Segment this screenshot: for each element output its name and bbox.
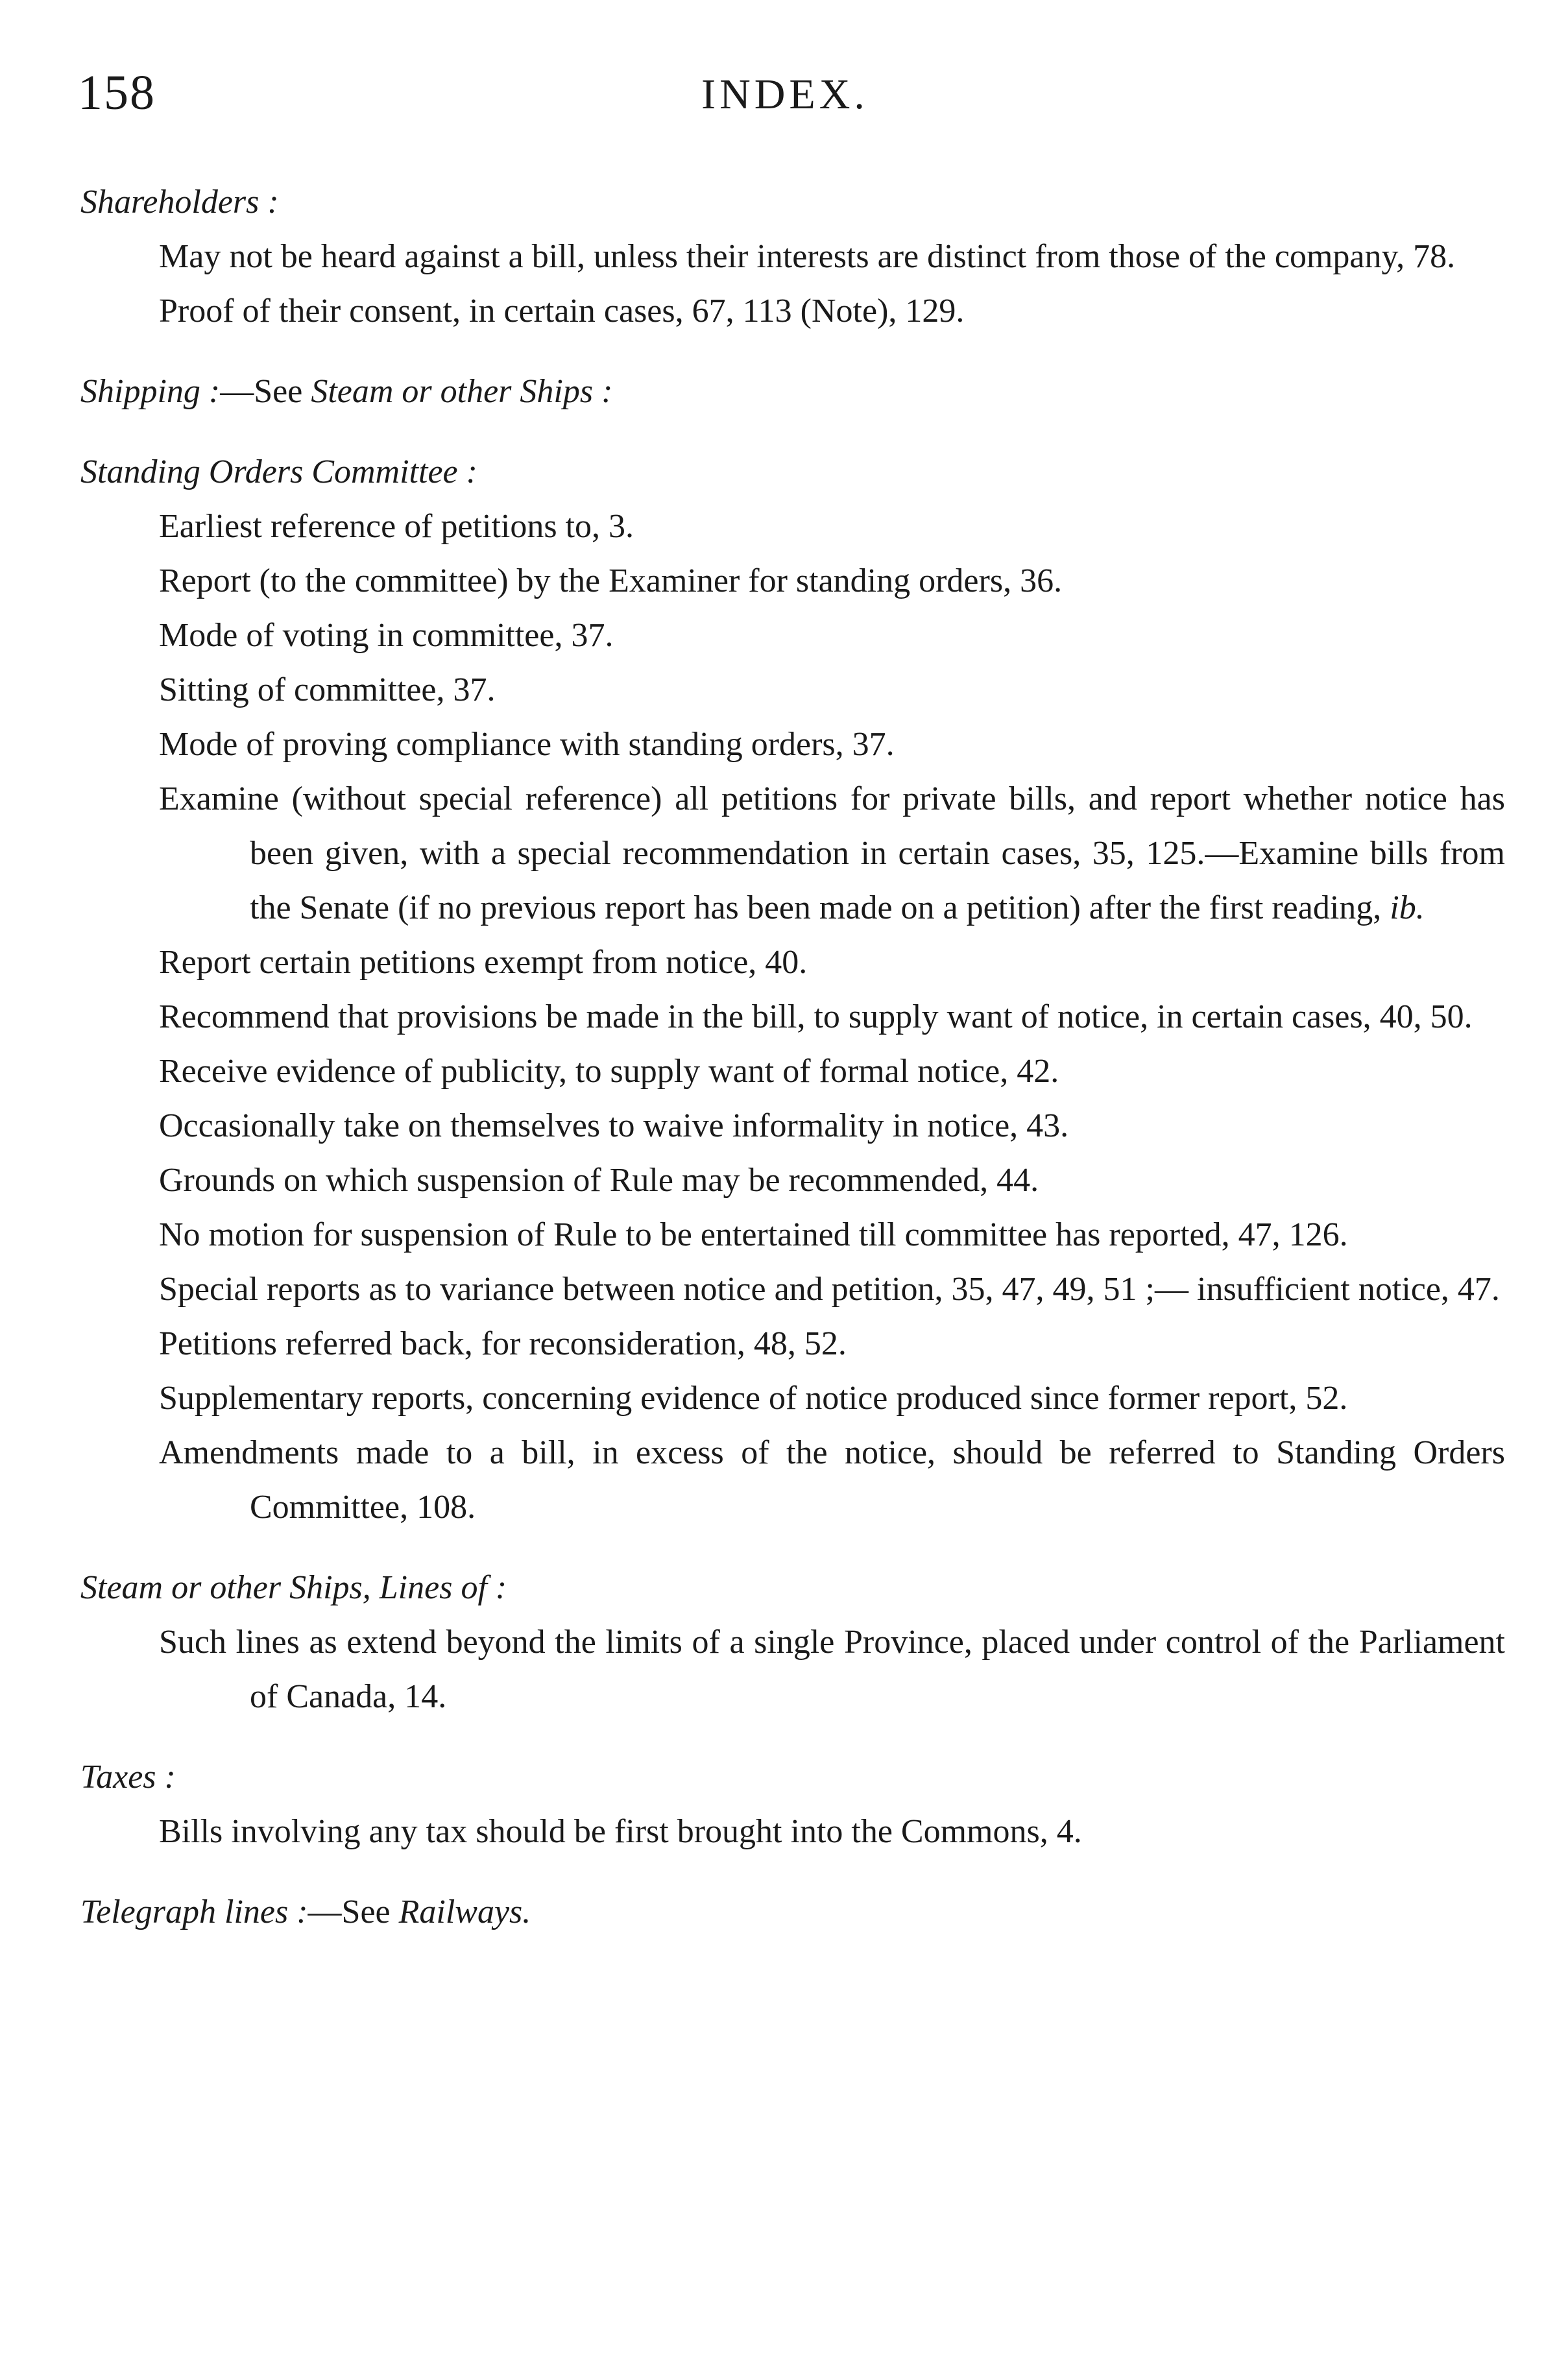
- cross-reference: Steam or other Ships :: [311, 373, 613, 410]
- index-entry: Report (to the committee) by the Examiner for standing orders, 36.: [159, 562, 1063, 599]
- index-entry: Proof of their consent, in certain cases, 67, 113 (Note), 129.: [159, 293, 965, 330]
- index-entry: Amendments made to a bill, in excess of the notice, should be referred to Standing Orders Committee, 108.: [159, 1434, 1505, 1526]
- index-heading: Steam or other Ships, Lines of :: [80, 1569, 507, 1606]
- index-heading: Standing Orders Committee :: [80, 453, 477, 490]
- index-entry: Supplementary reports, concerning evidence of notice produced since former report, 52.: [159, 1380, 1348, 1417]
- index-entry: Mode of proving compliance with standing orders, 37.: [159, 726, 895, 763]
- index-entry: May not be heard against a bill, unless their interests are distinct from those of the company, 78.: [159, 238, 1456, 275]
- index-heading: [71, 1885, 1505, 1940]
- index-entry: [71, 772, 1505, 935]
- cross-reference: Railways.: [398, 1893, 531, 1930]
- see-label: —See: [308, 1893, 391, 1930]
- index-entry: No motion for suspension of Rule to be entertained till committee has reported, 47, 126.: [159, 1216, 1348, 1253]
- index-heading: Shareholders :: [80, 184, 279, 221]
- index-entry: Receive evidence of publicity, to supply want of formal notice, 42.: [159, 1053, 1059, 1090]
- index-section-standing-orders-committee: [71, 445, 1505, 1535]
- heading-term: Shipping :: [80, 373, 221, 410]
- page-title: INDEX.: [701, 71, 869, 118]
- heading-term: Telegraph lines :: [80, 1893, 308, 1930]
- index-heading: Taxes :: [80, 1759, 176, 1796]
- index-section-shareholders: [71, 175, 1505, 339]
- index-entry: Mode of voting in committee, 37.: [159, 617, 614, 654]
- page-header: [71, 65, 1499, 130]
- index-section-steam-ships: [71, 1561, 1505, 1724]
- ibid-reference: ib.: [1390, 889, 1425, 926]
- index-entry: Grounds on which suspension of Rule may be recommended, 44.: [159, 1162, 1039, 1199]
- index-entry: Recommend that provisions be made in the bill, to supply want of notice, in certain cases, 40, 50.: [159, 998, 1473, 1035]
- index-entry: Special reports as to variance between notice and petition, 35, 47, 49, 51 ;— insufficient notice, 47.: [159, 1271, 1500, 1308]
- index-section-taxes: [71, 1750, 1505, 1859]
- index-entry: Bills involving any tax should be first brought into the Commons, 4.: [159, 1813, 1082, 1850]
- index-entry: Occasionally take on themselves to waive informality in notice, 43.: [159, 1107, 1069, 1144]
- index-heading: [71, 365, 1505, 419]
- see-label: —See: [220, 373, 303, 410]
- index-section-shipping: [71, 365, 1505, 419]
- index-entry: Sitting of committee, 37.: [159, 671, 496, 708]
- index-section-telegraph-lines: [71, 1885, 1505, 1940]
- index-entry: Such lines as extend beyond the limits of a single Province, placed under control of the Parliament of Canada, 14.: [159, 1624, 1505, 1715]
- page-number: 158: [78, 66, 156, 120]
- entry-text: Examine (without special reference) all petitions for private bills, and report whether notice has been given, with a special recommendation in certain cases, 35, 125.—Examine bills from the Senate (if no previous report has been made on a petition) after the first reading,: [159, 780, 1505, 926]
- index-entry: Earliest reference of petitions to, 3.: [159, 508, 634, 545]
- index-entry: Petitions referred back, for reconsideration, 48, 52.: [159, 1325, 847, 1362]
- index-entry: Report certain petitions exempt from notice, 40.: [159, 944, 808, 981]
- index-content: [71, 175, 1505, 1965]
